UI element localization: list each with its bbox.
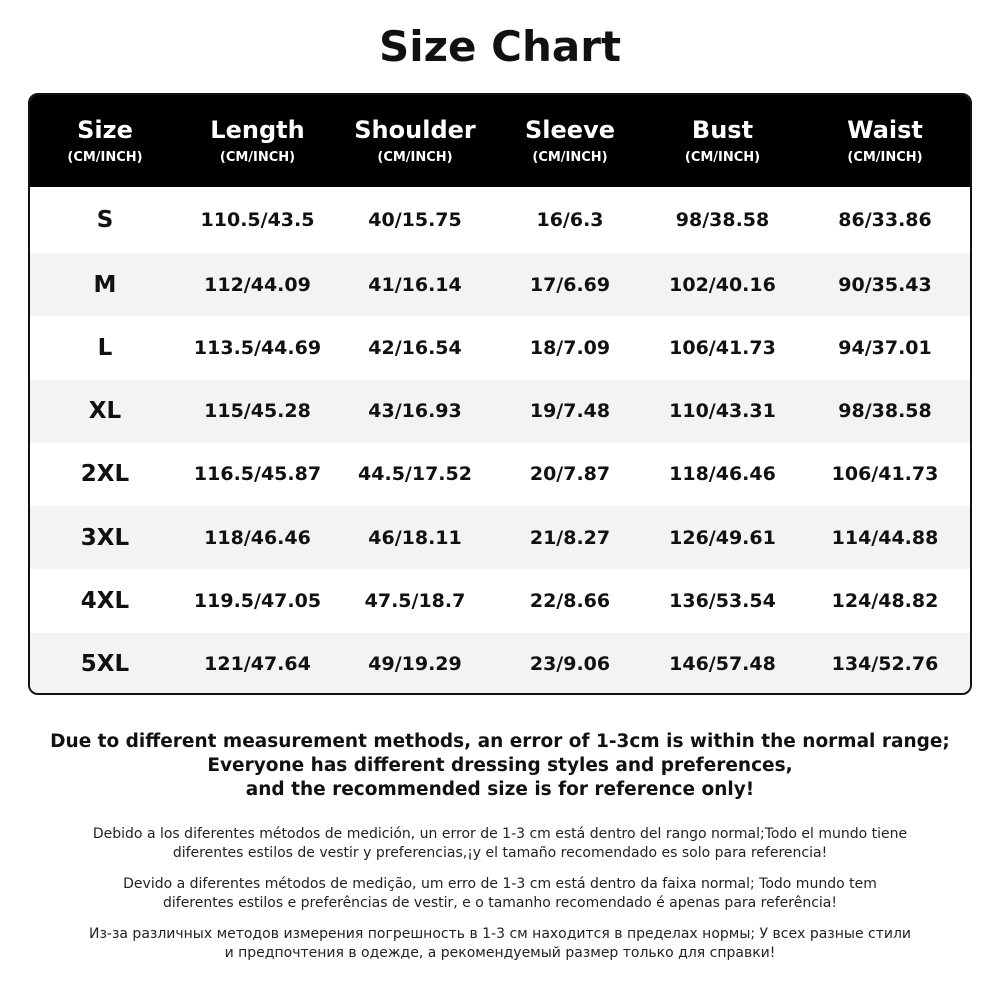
size-chart-table [28, 93, 972, 695]
cell-waist: 106/41.73 [831, 463, 939, 486]
notice-line: Everyone has different dressing styles and preferences, [207, 755, 793, 776]
notice-portuguese [40, 875, 960, 912]
header-unit: (CM/INCH) [219, 150, 296, 165]
cell-waist: 114/44.88 [831, 526, 939, 549]
header-shoulder [335, 95, 495, 187]
header-bust [645, 95, 800, 187]
cell-shoulder: 41/16.14 [368, 273, 462, 296]
cell-sleeve: 16/6.3 [536, 209, 604, 231]
cell-shoulder: 40/15.75 [368, 209, 462, 231]
cell-bust: 136/53.54 [669, 589, 776, 612]
cell-shoulder: 49/19.29 [368, 653, 462, 676]
notice-line: Devido a diferentes métodos de medição, um erro de 1-3 cm está dentro da faixa normal; Todo mundo tem [123, 876, 877, 892]
cell-sleeve: 23/9.06 [529, 653, 611, 676]
cell-length: 116.5/45.87 [193, 463, 322, 486]
cell-bust: 146/57.48 [669, 653, 776, 676]
cell-size: XL [88, 398, 122, 425]
cell-size: L [97, 334, 113, 361]
notice-line: Due to different measurement methods, an error of 1-3cm is within the normal range; [50, 731, 950, 752]
cell-sleeve: 19/7.48 [529, 400, 611, 423]
cell-waist: 98/38.58 [838, 400, 932, 423]
cell-size: S [96, 207, 114, 233]
table-row [30, 443, 970, 506]
notice-line: и предпочтения в одежде, а рекомендуемый размер только для справки! [224, 944, 776, 961]
cell-bust: 126/49.61 [669, 526, 776, 549]
header-label: Size [77, 116, 133, 144]
table-row [30, 253, 970, 316]
header-waist [800, 95, 970, 187]
cell-shoulder: 44.5/17.52 [358, 463, 472, 486]
cell-shoulder: 47.5/18.7 [364, 589, 466, 612]
cell-waist: 94/37.01 [838, 336, 932, 359]
cell-sleeve: 17/6.69 [529, 273, 611, 296]
header-label: Waist [847, 116, 923, 144]
page-title: Size Chart [378, 22, 622, 71]
cell-shoulder: 42/16.54 [368, 336, 462, 359]
header-unit: (CM/INCH) [377, 150, 453, 165]
cell-bust: 102/40.16 [669, 273, 776, 296]
cell-size: 5XL [80, 651, 130, 678]
table-row [30, 316, 970, 379]
header-label: Length [210, 116, 305, 144]
cell-bust: 106/41.73 [669, 336, 776, 359]
header-length [180, 95, 335, 187]
cell-sleeve: 18/7.09 [529, 336, 611, 359]
cell-waist: 86/33.86 [838, 209, 932, 231]
cell-length: 112/44.09 [204, 273, 311, 296]
notice-russian [40, 925, 960, 962]
cell-shoulder: 43/16.93 [368, 400, 462, 423]
notice-line: diferentes estilos e preferências de vestir, e o tamanho recomendado é apenas para referência! [162, 894, 837, 911]
cell-bust: 98/38.58 [675, 209, 770, 231]
cell-bust: 110/43.31 [669, 400, 776, 423]
cell-length: 118/46.46 [204, 526, 311, 549]
header-label: Shoulder [354, 116, 476, 144]
cell-length: 110.5/43.5 [200, 209, 315, 231]
cell-length: 119.5/47.05 [193, 589, 322, 612]
header-unit: (CM/INCH) [532, 150, 608, 165]
cell-size: M [93, 271, 117, 298]
cell-sleeve: 20/7.87 [529, 463, 611, 486]
cell-length: 121/47.64 [204, 653, 311, 676]
cell-sleeve: 21/8.27 [529, 526, 611, 549]
notice-line: Debido a los diferentes métodos de medición, un error de 1-3 cm está dentro del rango normal;Todo el mundo tiene [92, 826, 908, 842]
header-unit: (CM/INCH) [847, 150, 923, 165]
header-size [30, 95, 180, 187]
table-row [30, 380, 970, 443]
notice-line: and the recommended size is for reference only! [245, 779, 755, 800]
table-row [30, 187, 970, 253]
notice-line: diferentes estilos de vestir y preferencias,¡y el tamaño recomendado es solo para referencia! [172, 844, 828, 861]
notice-english [0, 730, 1000, 802]
header-unit: (CM/INCH) [684, 150, 761, 165]
table-row [30, 506, 970, 569]
cell-waist: 90/35.43 [838, 273, 932, 296]
cell-waist: 134/52.76 [831, 653, 939, 676]
header-label: Sleeve [525, 116, 615, 144]
cell-waist: 124/48.82 [831, 589, 939, 612]
cell-size: 3XL [80, 524, 130, 551]
cell-length: 113.5/44.69 [193, 336, 322, 359]
header-label: Bust [691, 116, 754, 144]
cell-size: 2XL [80, 461, 130, 488]
notice-spanish [40, 825, 960, 862]
header-unit: (CM/INCH) [67, 150, 143, 165]
cell-shoulder: 46/18.11 [368, 526, 462, 549]
cell-size: 4XL [80, 587, 130, 614]
table-row [30, 569, 970, 632]
table-row [30, 633, 970, 696]
notice-line: Из-за различных методов измерения погрешность в 1-3 см находится в пределах нормы; У всех разные стили [88, 926, 912, 942]
cell-bust: 118/46.46 [669, 463, 776, 486]
table-header-row [30, 95, 970, 187]
header-sleeve [495, 95, 645, 187]
cell-sleeve: 22/8.66 [529, 589, 611, 612]
cell-length: 115/45.28 [204, 400, 311, 423]
